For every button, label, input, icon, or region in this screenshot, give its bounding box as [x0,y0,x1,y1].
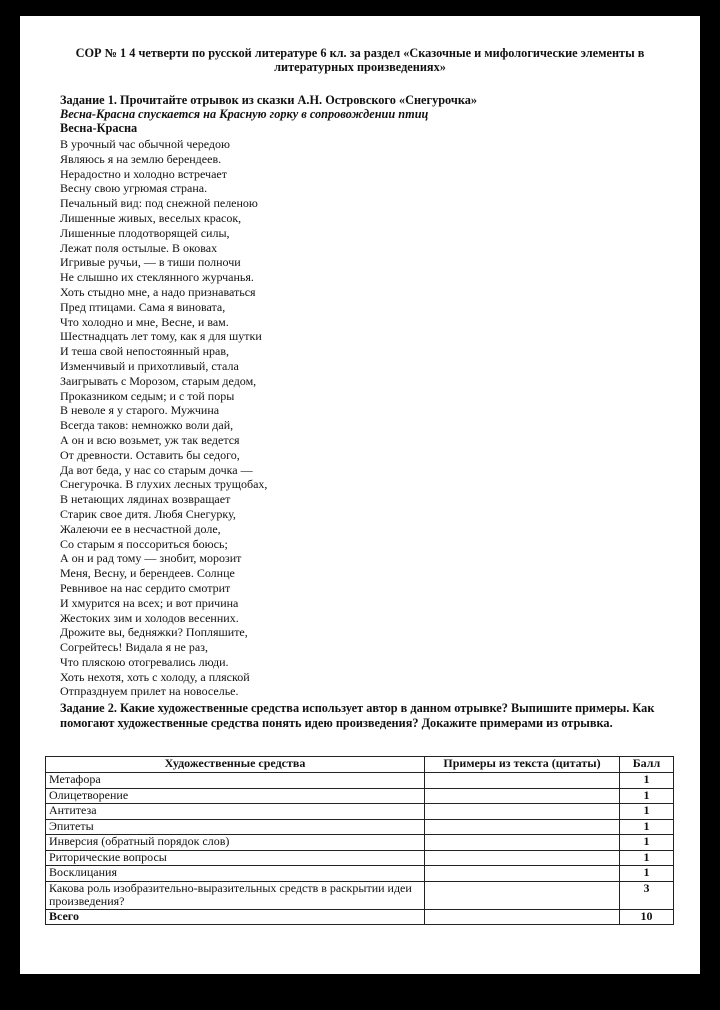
table-total-row [46,909,674,925]
example-cell[interactable] [425,909,620,925]
example-cell[interactable] [425,804,620,820]
poem-line: Игривые ручьи, — в тиши полночи [60,255,241,270]
poem-line: Не слышно их стеклянного журчанья. [60,270,254,285]
poem-line: И хмурится на всех; и вот причина [60,595,239,610]
example-cell[interactable] [425,788,620,804]
poem-line: А он и рад тому — знобит, морозит [60,551,242,566]
poem-line: Изменчивый и прихотливый, стала [60,358,239,373]
column-header-score: Балл [620,757,674,773]
poem-line: Дрожите вы, бедняжки? Попляшите, [60,625,248,640]
table-header-row [46,757,674,773]
poem-line: В урочный час обычной чередою [60,137,230,151]
table-row [46,881,674,909]
poem-line: Лежат поля остылые. В оковах [60,240,218,255]
score-cell: 1 [620,835,674,851]
score-cell: 1 [620,866,674,882]
poem-line: Всегда таков: немножко воли дай, [60,418,234,433]
device-cell: Олицетворение [46,788,425,804]
task1-heading: Задание 1. Прочитайте отрывок из сказки А.Н. Островского «Снегурочка» [60,93,478,107]
example-cell[interactable] [425,819,620,835]
task1-subtitle: Весна-Красна спускается на Красную горку в сопровождении птиц [60,107,429,121]
score-cell: 1 [620,788,674,804]
poem-line: От древности. Оставить бы седого, [60,447,240,462]
table-row [46,773,674,789]
device-cell: Риторические вопросы [46,850,425,866]
score-cell: 3 [620,881,674,909]
poem-line: Старик свое дитя. Любя Снегурку, [60,506,236,521]
poem-line: Со старым я поссориться боюсь; [60,536,228,551]
score-cell: 10 [620,909,674,925]
poem-line: Отпразднуем прилет на новоселье. [60,684,239,699]
poem-line: Меня, Весну, и берендеев. Солнце [60,566,235,581]
document-page [20,16,700,974]
poem-line: Что пляскою отогревались люди. [60,654,229,669]
poem-line: Шестнадцать лет тому, как я для шутки [60,329,262,344]
table-row [46,866,674,882]
poem-line: Печальный вид: под снежной пеленою [60,196,258,211]
table-row [46,788,674,804]
assessment-table [45,756,674,925]
poem-line: Жестоких зим и холодов весенних. [60,610,239,625]
device-cell: Всего [46,909,425,925]
device-cell: Антитеза [46,804,425,820]
score-cell: 1 [620,804,674,820]
poem-line: Снегурочка. В глухих лесных трущобах, [60,477,268,492]
poem-line: Проказником седым; и с той поры [60,388,235,403]
example-cell[interactable] [425,850,620,866]
poem-text [60,137,267,699]
poem-line: Жалеючи ее в несчастной доле, [60,521,221,536]
poem-line: Пред птицами. Сама я виновата, [60,299,226,314]
poem-line: Лишенные живых, веселых красок, [60,210,242,225]
example-cell[interactable] [425,866,620,882]
poem-line: Хоть стыдно мне, а надо признаваться [60,284,256,299]
poem-line: Хоть нехотя, хоть с холоду, а пляской [60,669,250,684]
speaker-name: Весна-Красна [60,121,138,135]
poem-line: Ревнивое на нас сердито смотрит [60,580,231,595]
table-row [46,835,674,851]
column-header-devices: Художественные средства [46,757,425,773]
poem-line: Да вот беда, у нас со старым дочка — [60,462,253,477]
task2-text: Задание 2. Какие художественные средства использует автор в данном отрывке? Выпишите примеры. Как помогают художественные средства понять идею произведения? Докажите примерами из отрывка. [60,701,655,730]
poem-line: Являюсь я на землю берендеев. [60,151,222,166]
table-row [46,819,674,835]
poem-line: И теша свой непостоянный нрав, [60,344,230,359]
table-row [46,804,674,820]
poem-line: В нетающих лядинах возвращает [60,492,231,507]
device-cell: Восклицания [46,866,425,882]
poem-line: В неволе я у старого. Мужчина [60,403,220,418]
example-cell[interactable] [425,835,620,851]
poem-line: Что холодно и мне, Весне, и вам. [60,314,229,329]
poem-line: А он и всю возьмет, уж так ведется [60,432,240,447]
table-body [46,773,674,925]
page-title: СОР № 1 4 четверти по русской литературе 6 кл. за раздел «Сказочные и мифологические элементы в литературных произведениях» [75,46,645,74]
example-cell[interactable] [425,773,620,789]
score-cell: 1 [620,773,674,789]
poem-line: Согрейтесь! Видала я не раз, [60,640,208,655]
poem-line: Заигрывать с Морозом, старым дедом, [60,373,257,388]
device-cell: Инверсия (обратный порядок слов) [46,835,425,851]
table-row [46,850,674,866]
column-header-examples: Примеры из текста (цитаты) [425,757,620,773]
example-cell[interactable] [425,881,620,909]
score-cell: 1 [620,850,674,866]
score-cell: 1 [620,819,674,835]
device-cell: Какова роль изобразительно-выразительных средств в раскрытии идеи произведения? [46,881,425,909]
poem-line: Весну свою угрюмая страна. [60,181,208,196]
device-cell: Метафора [46,773,425,789]
poem-line: Нерадостно и холодно встречает [60,166,227,181]
device-cell: Эпитеты [46,819,425,835]
poem-line: Лишенные плодотворящей силы, [60,225,230,240]
